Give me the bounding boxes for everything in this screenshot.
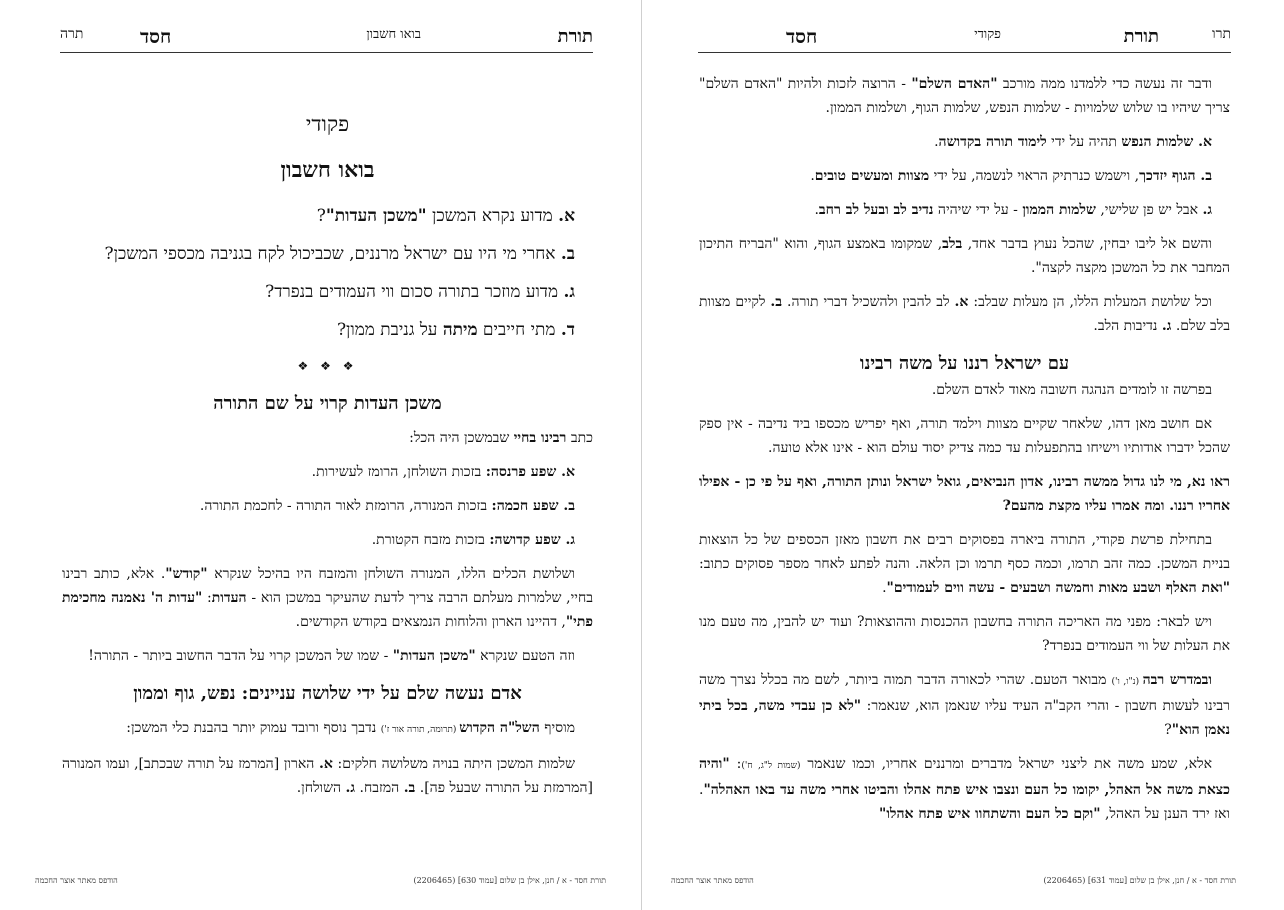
- page-number: תרו: [1212, 26, 1231, 42]
- header-section-title: פקודי: [974, 27, 1001, 42]
- page-body: [62, 72, 593, 810]
- paragraph: ושלושת הכלים הללו, המנורה השולחן והמזבח היו בהיכל שנקרא "קודש". אלא, כותב רבינו בחיי, שלמרות מעלתם הרבה צריך לדעת שהעיקר במשכן הוא - העדות: "עדות ה' נאמנה מחכימת פתי", דהיינו הארון והלוחות הנמצאים בקודש הקודשים.: [62, 566, 593, 630]
- question-item: ד. מתי חייבים מיתה על גניבת ממון?: [336, 320, 575, 340]
- paragraph: וזה הטעם שנקרא "משכן העדות" - שמו של המשכן קרוי על הדבר החשוב ביותר - התורה!: [88, 648, 575, 664]
- section-heading: עם ישראל רננו על משה רבינו: [859, 353, 1070, 374]
- header-section-title: בואו חשבון: [366, 27, 421, 42]
- page-body: [699, 72, 1230, 836]
- paragraph: אלא, שמע משה את ליצני ישראל מדברים ומרננים אחריו, וכמו שנאמר (שמות ל"ג, ח'): "והיה כצאת משה אל האהל, יקומו כל העם ונצבו איש פתח אהלו והביטו אחרי משה עד באו האהלה". ואז ירד הענן על האהל, "וקם כל העם והשתחוו איש פתח אהלו": [699, 756, 1230, 822]
- footer-book-info: תורת חסד - א / חנן, אילן בן שלום [עמוד 631] (2206465): [1043, 876, 1236, 885]
- paragraph: כתב רבינו בחיי שבמשכן היה הכל:: [409, 430, 593, 446]
- page-footer: [35, 876, 606, 890]
- list-item: ג. אבל יש פן שלישי, שלמות הממון - על ידי שיהיה נדיב לב ובעל לב רחב.: [814, 202, 1212, 218]
- page-number: תרה: [60, 26, 84, 42]
- footer-print-source: הודפס מאתר אוצר החכמה: [671, 876, 754, 885]
- list-item: ג. שפע קדושה: בזכות מזבח הקטורת.: [371, 532, 575, 548]
- running-header: [698, 22, 1231, 53]
- header-book-title-2: חסד: [140, 26, 172, 48]
- chapter-subtitle: בואו חשבון: [280, 157, 375, 183]
- header-book-title: תורת: [557, 26, 593, 47]
- paragraph: בפרשה זו לומדים הנהגה חשובה מאוד לאדם השלם.: [931, 382, 1212, 398]
- list-item: א. שלמות הנפש תהיה על ידי לימוד תורה בקדושה.: [934, 134, 1212, 150]
- page-footer: [671, 876, 1236, 890]
- list-item: א. שפע פרנסה: בזכות השולחן, הרומז לעשירות.: [311, 464, 575, 480]
- ornament-separator: ❖ ❖ ❖: [297, 359, 358, 373]
- chapter-title: פקודי: [305, 112, 350, 136]
- section-heading: אדם נעשה שלם על ידי שלושה עניינים: נפש, גוף וממון: [133, 683, 522, 704]
- section-heading: משכן העדות קרוי על שם התורה: [213, 393, 442, 414]
- paragraph: והשם אל ליבו יבחין, שהכל נעוץ בדבר אחד, בלב, שמקומו באמצע הגוף, והוא "הבריח התיכון המחבר את כל המשכן מקצה לקצה".: [699, 236, 1230, 276]
- paragraph: וכל שלושת המעלות הללו, הן מעלות שבלב: א. לב להבין ולהשכיל דברי תורה. ב. לקיים מצוות בלב שלם. ג. נדיבות הלב.: [699, 294, 1230, 334]
- header-book-title-2: חסד: [786, 26, 818, 48]
- running-header: [60, 22, 593, 53]
- paragraph: ויש לבאר: מפני מה האריכה התורה בחשבון ההכנסות וההוצאות? ועוד יש להבין, מה טעם מנו את העלות של ווי העמודים בנפרד?: [699, 614, 1230, 654]
- paragraph: ודבר זה נעשה כדי ללמדנו ממה מורכב "האדם השלם" - הרוצה לזכות ולהיות "האדם השלם" צריך שיהיו בו שלוש שלמויות - שלמות הנפש, שלמות הגוף, ושלמות הממון.: [699, 76, 1230, 116]
- header-book-title: תורת: [1123, 26, 1159, 47]
- footer-print-source: הודפס מאתר אוצר החכמה: [35, 876, 118, 885]
- footer-book-info: תורת חסד - א / חנן, אילן בן שלום [עמוד 630] (2206465): [413, 876, 606, 885]
- paragraph: ראו נא, מי לנו גדול ממשה רבינו, אדון הנביאים, גואל ישראל ונותן התורה, ואף על פי כן - אפילו אחריו רננו. ומה אמרו עליו מקצת מהעם?: [699, 474, 1230, 514]
- question-item: א. מדוע נקרא המשכן "משכן העדות"?: [316, 206, 575, 226]
- question-item: ג. מדוע מוזכר בתורה סכום ווי העמודים בנפרד?: [265, 282, 575, 302]
- paragraph: ובמדרש רבה (נ"ו, ו') מבואר הטעם. שהרי לכאורה הדבר תמוה ביותר, לשם מה בכלל נצרך משה רבינו לעשות חשבון - והרי הקב"ה העיד עליו שנאמן הוא, שנאמר: "לא כן עבדי משה, בכל ביתי נאמן הוא"?: [699, 672, 1230, 738]
- paragraph: אם חושב מאן דהו, שלאחר שקיים מצוות וילמד תורה, ואף יפריש מכספו ביד נדיבה - אין ספק שהכל ידברו אודותיו וישיחו בהתפעלות עד כמה צדיק יסוד עולם הוא - אינו אלא טועה.: [699, 416, 1230, 456]
- list-item: ב. הגוף יזדכך, וישמש כנרתיק הראוי לנשמה, על ידי מצוות ומעשים טובים.: [810, 168, 1212, 184]
- paragraph: שלמות המשכן היתה בנויה משלושה חלקים: א. הארון [המרמז על תורה שבכתב], ועמו המנורה [המרמזת על התורה שבעל פה]. ב. המזבח. ג. השולחן.: [62, 756, 593, 796]
- list-item: ב. שפע חכמה: בזכות המנורה, הרומזת לאור התורה - לחכמת התורה.: [199, 498, 575, 514]
- paragraph: בתחילת פרשת פקודי, התורה ביארה בפסוקים רבים את חשבון מאזן הכספים של כל הוצאות בניית המשכן. כמה זהב תרמו, וכמה כסף תרמו וכן הלאה. והנה לפתע לאחר מספר פסוקים כתוב: "ואת האלף ושבע מאות וחמשה ושבעים - עשה ווים לעמודים".: [699, 532, 1230, 596]
- right-page: [643, 0, 1284, 910]
- paragraph: מוסיף השל"ה הקדוש (תרומה, תורה אור ז') נדבך נוסף ורובד עמוק יותר בהבנת כלי המשכן:: [126, 720, 575, 736]
- question-item: ב. אחרי מי היו עם ישראל מרננים, שכביכול לקח בגניבה מכספי המשכן?: [104, 244, 575, 264]
